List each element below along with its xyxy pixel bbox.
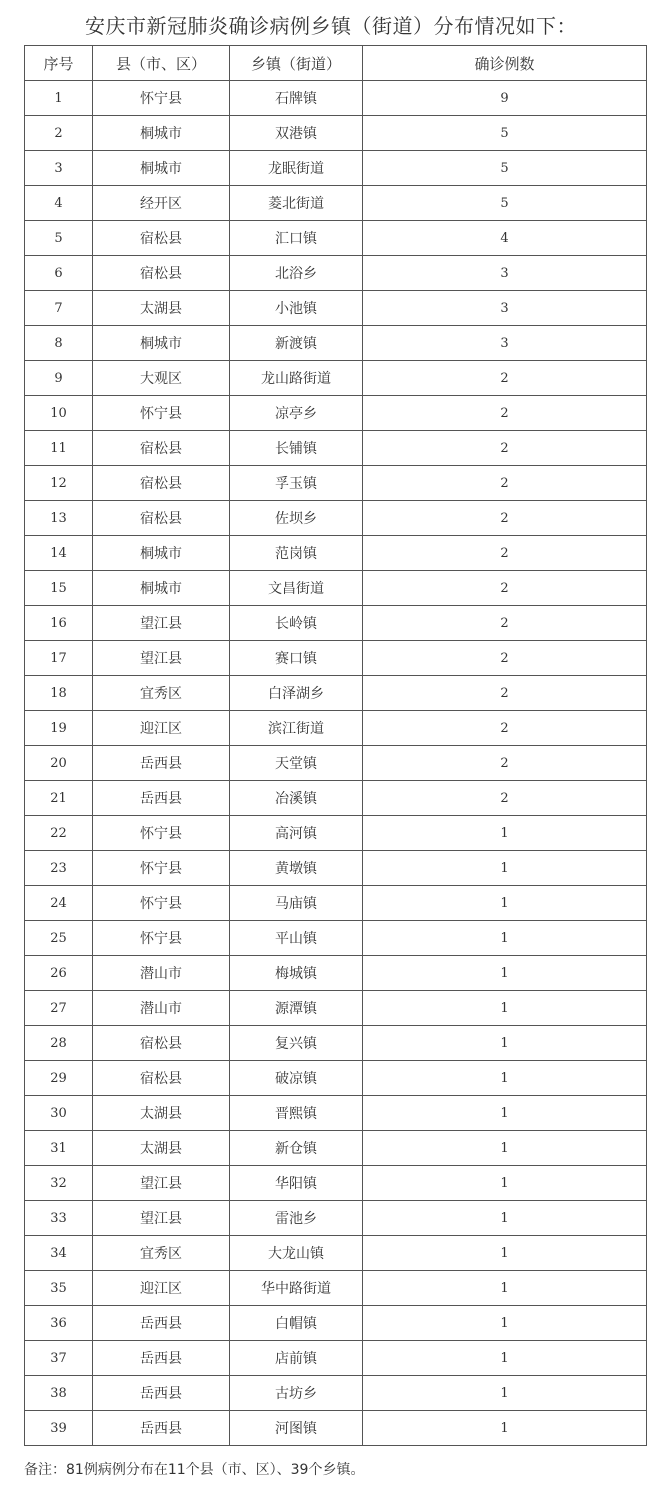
cell-county: 望江县 — [93, 1201, 230, 1236]
table-row — [25, 256, 647, 291]
cell-index: 22 — [25, 816, 93, 851]
table-row — [25, 1341, 647, 1376]
header-case-count: 确诊例数 — [363, 46, 647, 81]
header-county: 县（市、区） — [93, 46, 230, 81]
cell-case-count: 1 — [363, 1201, 647, 1236]
table-body — [25, 81, 647, 1446]
cell-index: 27 — [25, 991, 93, 1026]
cell-case-count: 1 — [363, 1236, 647, 1271]
table-row — [25, 921, 647, 956]
cell-index: 33 — [25, 1201, 93, 1236]
cell-county: 潜山市 — [93, 956, 230, 991]
cell-town: 天堂镇 — [230, 746, 363, 781]
table-row — [25, 1131, 647, 1166]
cell-town: 古坊乡 — [230, 1376, 363, 1411]
cell-index: 35 — [25, 1271, 93, 1306]
cell-case-count: 3 — [363, 291, 647, 326]
table-row — [25, 291, 647, 326]
header-index: 序号 — [25, 46, 93, 81]
cell-town: 范岗镇 — [230, 536, 363, 571]
table-row — [25, 606, 647, 641]
table-row — [25, 781, 647, 816]
cell-county: 太湖县 — [93, 291, 230, 326]
cell-case-count: 2 — [363, 431, 647, 466]
cell-index: 4 — [25, 186, 93, 221]
cell-case-count: 1 — [363, 991, 647, 1026]
table-row — [25, 1201, 647, 1236]
cell-county: 宜秀区 — [93, 1236, 230, 1271]
cell-county: 怀宁县 — [93, 816, 230, 851]
cell-case-count: 5 — [363, 116, 647, 151]
cell-town: 源潭镇 — [230, 991, 363, 1026]
table-row — [25, 1376, 647, 1411]
cell-town: 滨江街道 — [230, 711, 363, 746]
cell-index: 25 — [25, 921, 93, 956]
cell-county: 岳西县 — [93, 746, 230, 781]
cell-index: 29 — [25, 1061, 93, 1096]
cell-case-count: 1 — [363, 921, 647, 956]
cell-county: 怀宁县 — [93, 851, 230, 886]
table-row — [25, 81, 647, 116]
cell-index: 36 — [25, 1306, 93, 1341]
cell-index: 5 — [25, 221, 93, 256]
cell-case-count: 1 — [363, 1061, 647, 1096]
table-row — [25, 396, 647, 431]
cell-index: 15 — [25, 571, 93, 606]
cell-county: 大观区 — [93, 361, 230, 396]
cell-county: 迎江区 — [93, 1271, 230, 1306]
table-row — [25, 1026, 647, 1061]
cell-town: 华中路街道 — [230, 1271, 363, 1306]
cell-index: 24 — [25, 886, 93, 921]
cell-town: 长岭镇 — [230, 606, 363, 641]
cell-town: 冶溪镇 — [230, 781, 363, 816]
cell-town: 白帽镇 — [230, 1306, 363, 1341]
footnote: 备注：81例病例分布在11个县（市、区）、39个乡镇。 — [24, 1462, 365, 1478]
cell-county: 宿松县 — [93, 501, 230, 536]
cell-county: 经开区 — [93, 186, 230, 221]
cell-county: 岳西县 — [93, 1341, 230, 1376]
cell-case-count: 2 — [363, 641, 647, 676]
cell-town: 双港镇 — [230, 116, 363, 151]
cell-index: 9 — [25, 361, 93, 396]
cell-town: 华阳镇 — [230, 1166, 363, 1201]
table-row — [25, 466, 647, 501]
cell-case-count: 2 — [363, 361, 647, 396]
table-row — [25, 1166, 647, 1201]
table-row — [25, 851, 647, 886]
cell-case-count: 1 — [363, 1376, 647, 1411]
table-row — [25, 816, 647, 851]
cell-county: 望江县 — [93, 1166, 230, 1201]
cell-town: 赛口镇 — [230, 641, 363, 676]
cell-town: 黄墩镇 — [230, 851, 363, 886]
table-row — [25, 536, 647, 571]
cell-index: 16 — [25, 606, 93, 641]
cell-county: 望江县 — [93, 606, 230, 641]
cell-index: 31 — [25, 1131, 93, 1166]
cell-case-count: 1 — [363, 886, 647, 921]
cell-index: 8 — [25, 326, 93, 361]
table-row — [25, 956, 647, 991]
cell-county: 宿松县 — [93, 1026, 230, 1061]
cell-case-count: 5 — [363, 151, 647, 186]
cell-town: 河图镇 — [230, 1411, 363, 1446]
cell-index: 12 — [25, 466, 93, 501]
cell-county: 怀宁县 — [93, 396, 230, 431]
cell-town: 晋熙镇 — [230, 1096, 363, 1131]
cell-county: 太湖县 — [93, 1131, 230, 1166]
header-town: 乡镇（街道） — [230, 46, 363, 81]
cell-case-count: 1 — [363, 1306, 647, 1341]
cell-case-count: 1 — [363, 1096, 647, 1131]
table-row — [25, 1306, 647, 1341]
cases-table — [24, 45, 647, 1446]
cell-index: 34 — [25, 1236, 93, 1271]
table-row — [25, 116, 647, 151]
table-row — [25, 501, 647, 536]
cell-county: 宿松县 — [93, 256, 230, 291]
cell-index: 2 — [25, 116, 93, 151]
cell-index: 11 — [25, 431, 93, 466]
table-row — [25, 746, 647, 781]
cell-case-count: 2 — [363, 396, 647, 431]
cell-county: 岳西县 — [93, 1306, 230, 1341]
table-row — [25, 326, 647, 361]
cell-index: 6 — [25, 256, 93, 291]
table-row — [25, 1061, 647, 1096]
cell-index: 10 — [25, 396, 93, 431]
cell-county: 潜山市 — [93, 991, 230, 1026]
cell-case-count: 2 — [363, 571, 647, 606]
cell-county: 桐城市 — [93, 116, 230, 151]
table-row — [25, 641, 647, 676]
page-title: 安庆市新冠肺炎确诊病例乡镇（街道）分布情况如下： — [85, 14, 577, 38]
table-row — [25, 221, 647, 256]
cell-index: 7 — [25, 291, 93, 326]
cell-case-count: 1 — [363, 1166, 647, 1201]
cell-town: 高河镇 — [230, 816, 363, 851]
cell-index: 37 — [25, 1341, 93, 1376]
cell-case-count: 2 — [363, 606, 647, 641]
table-row — [25, 571, 647, 606]
cell-index: 3 — [25, 151, 93, 186]
cell-town: 雷池乡 — [230, 1201, 363, 1236]
cell-case-count: 2 — [363, 466, 647, 501]
cell-county: 望江县 — [93, 641, 230, 676]
cell-county: 宿松县 — [93, 1061, 230, 1096]
table-row — [25, 431, 647, 466]
cell-town: 梅城镇 — [230, 956, 363, 991]
cell-county: 岳西县 — [93, 1376, 230, 1411]
cell-case-count: 5 — [363, 186, 647, 221]
cell-case-count: 1 — [363, 956, 647, 991]
cell-town: 平山镇 — [230, 921, 363, 956]
cell-case-count: 2 — [363, 781, 647, 816]
cell-case-count: 1 — [363, 851, 647, 886]
cell-town: 店前镇 — [230, 1341, 363, 1376]
cell-county: 太湖县 — [93, 1096, 230, 1131]
cell-case-count: 2 — [363, 501, 647, 536]
table-row — [25, 361, 647, 396]
cell-case-count: 1 — [363, 1341, 647, 1376]
cell-town: 小池镇 — [230, 291, 363, 326]
cell-town: 新渡镇 — [230, 326, 363, 361]
cell-county: 岳西县 — [93, 781, 230, 816]
table-row — [25, 991, 647, 1026]
cell-case-count: 2 — [363, 676, 647, 711]
cell-county: 桐城市 — [93, 151, 230, 186]
cell-county: 宿松县 — [93, 221, 230, 256]
cell-town: 文昌街道 — [230, 571, 363, 606]
cell-town: 破凉镇 — [230, 1061, 363, 1096]
cell-index: 30 — [25, 1096, 93, 1131]
cell-county: 怀宁县 — [93, 921, 230, 956]
cell-index: 18 — [25, 676, 93, 711]
cell-case-count: 1 — [363, 816, 647, 851]
table-row — [25, 886, 647, 921]
table-row — [25, 676, 647, 711]
cell-town: 北浴乡 — [230, 256, 363, 291]
table-row — [25, 1411, 647, 1446]
cell-index: 23 — [25, 851, 93, 886]
cell-town: 白泽湖乡 — [230, 676, 363, 711]
table-row — [25, 1271, 647, 1306]
cell-town: 凉亭乡 — [230, 396, 363, 431]
cell-case-count: 4 — [363, 221, 647, 256]
cell-case-count: 2 — [363, 536, 647, 571]
cell-county: 宿松县 — [93, 431, 230, 466]
cell-case-count: 3 — [363, 256, 647, 291]
table-row — [25, 711, 647, 746]
cell-town: 汇口镇 — [230, 221, 363, 256]
cell-index: 1 — [25, 81, 93, 116]
cell-county: 宜秀区 — [93, 676, 230, 711]
cell-case-count: 1 — [363, 1131, 647, 1166]
cell-index: 32 — [25, 1166, 93, 1201]
cell-town: 孚玉镇 — [230, 466, 363, 501]
cell-town: 新仓镇 — [230, 1131, 363, 1166]
cell-town: 佐坝乡 — [230, 501, 363, 536]
cell-index: 39 — [25, 1411, 93, 1446]
cell-town: 大龙山镇 — [230, 1236, 363, 1271]
cell-town: 石牌镇 — [230, 81, 363, 116]
cell-index: 21 — [25, 781, 93, 816]
cell-county: 怀宁县 — [93, 886, 230, 921]
cell-index: 13 — [25, 501, 93, 536]
cell-county: 怀宁县 — [93, 81, 230, 116]
cell-index: 20 — [25, 746, 93, 781]
cell-county: 桐城市 — [93, 536, 230, 571]
cell-case-count: 1 — [363, 1271, 647, 1306]
cell-town: 长铺镇 — [230, 431, 363, 466]
table-header-row — [25, 46, 647, 81]
cell-case-count: 2 — [363, 746, 647, 781]
table-row — [25, 1236, 647, 1271]
cell-index: 28 — [25, 1026, 93, 1061]
cell-town: 马庙镇 — [230, 886, 363, 921]
cell-county: 宿松县 — [93, 466, 230, 501]
cell-index: 14 — [25, 536, 93, 571]
cell-county: 桐城市 — [93, 571, 230, 606]
table-row — [25, 1096, 647, 1131]
cell-case-count: 1 — [363, 1026, 647, 1061]
cell-town: 复兴镇 — [230, 1026, 363, 1061]
cell-county: 岳西县 — [93, 1411, 230, 1446]
cell-index: 17 — [25, 641, 93, 676]
cell-case-count: 3 — [363, 326, 647, 361]
cell-case-count: 1 — [363, 1411, 647, 1446]
cell-index: 26 — [25, 956, 93, 991]
cell-case-count: 9 — [363, 81, 647, 116]
cell-town: 龙山路街道 — [230, 361, 363, 396]
cell-town: 菱北街道 — [230, 186, 363, 221]
cell-index: 38 — [25, 1376, 93, 1411]
cell-index: 19 — [25, 711, 93, 746]
cell-town: 龙眠街道 — [230, 151, 363, 186]
cell-case-count: 2 — [363, 711, 647, 746]
table-row — [25, 151, 647, 186]
table-row — [25, 186, 647, 221]
cell-county: 桐城市 — [93, 326, 230, 361]
cell-county: 迎江区 — [93, 711, 230, 746]
